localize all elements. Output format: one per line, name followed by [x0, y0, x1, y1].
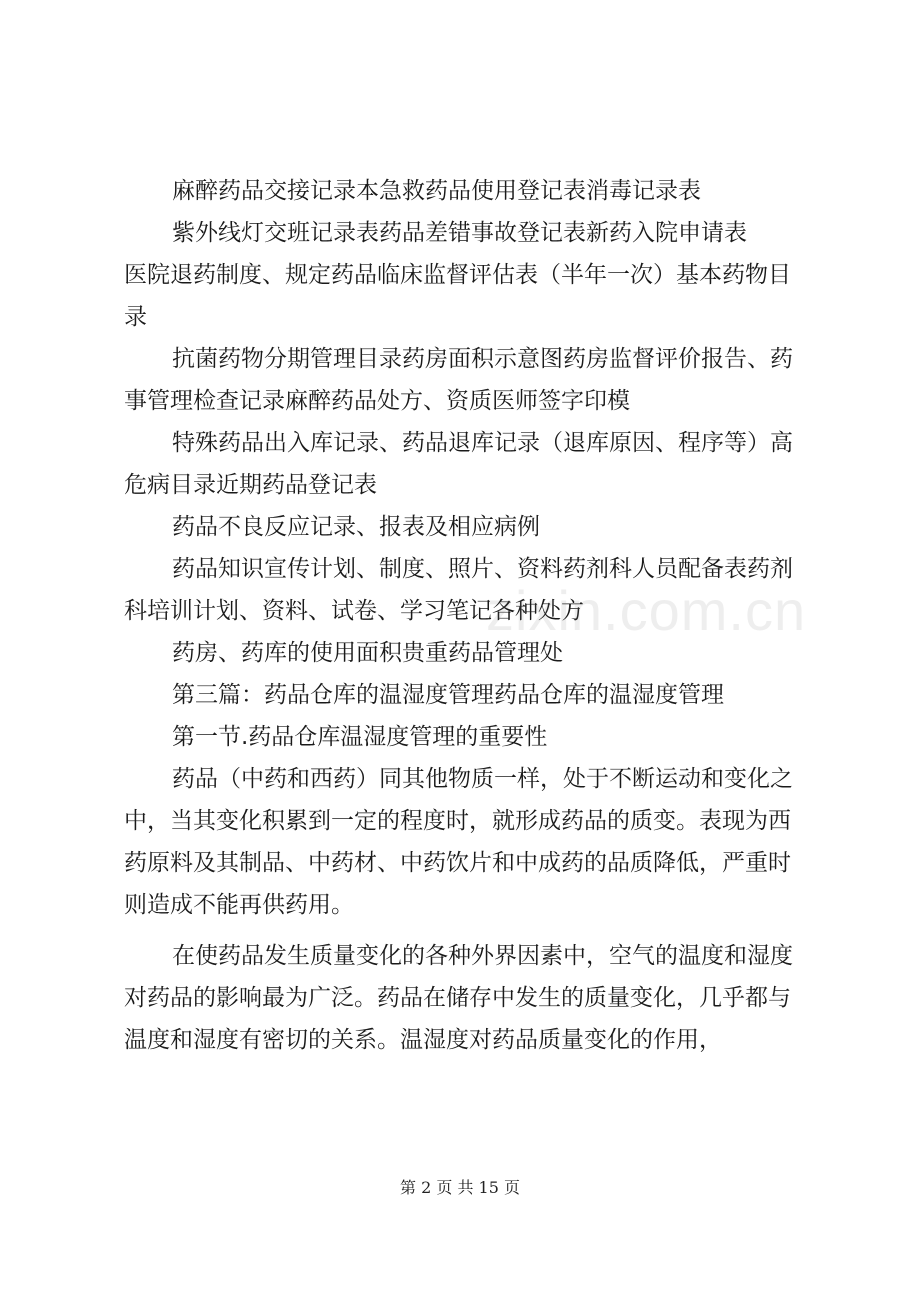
subsection-heading: 第一节.药品仓库温湿度管理的重要性 [172, 724, 548, 750]
paragraph: 药品不良反应记录、报表及相应病例 [172, 514, 540, 540]
document-body [124, 170, 808, 1061]
paragraph: 特殊药品出入库记录、药品退库记录（退库原因、程序等）高危病目录近期药品登记表 [124, 430, 793, 498]
paragraph: 医院退药制度、规定药品临床监督评估表（半年一次）基本药物目录 [124, 262, 791, 330]
paragraph: 麻醉药品交接记录本急救药品使用登记表消毒记录表 [172, 178, 701, 204]
page-number: 第 2 页 共 15 页 [400, 1178, 520, 1197]
paragraph: 紫外线灯交班记录表药品差错事故登记表新药入院申请表 [172, 220, 747, 246]
paragraph: 药品（中药和西药）同其他物质一样，处于不断运动和变化之中，当其变化积累到一定的程度时，就形成药品的质变。表现为西药原料及其制品、中药材、中药饮片和中成药的品质降低，严重时则造成不能再供药用。 [124, 766, 793, 918]
section-heading: 第三篇：药品仓库的温湿度管理药品仓库的温湿度管理 [172, 682, 724, 708]
watermark: zixin.com.cn [486, 579, 807, 642]
paragraph: 在使药品发生质量变化的各种外界因素中，空气的温度和湿度对药品的影响最为广泛。药品在储存中发生的质量变化，几乎都与温度和湿度有密切的关系。温湿度对药品质量变化的作用， [124, 943, 793, 1053]
paragraph: 抗菌药物分期管理目录药房面积示意图药房监督评价报告、药事管理检查记录麻醉药品处方、资质医师签字印模 [124, 346, 793, 414]
paragraph: 药品知识宣传计划、制度、照片、资料药剂科人员配备表药剂科培训计划、资料、试卷、学习笔记各种处方 [124, 556, 793, 624]
paragraph: 药房、药库的使用面积贵重药品管理处 [172, 640, 563, 666]
